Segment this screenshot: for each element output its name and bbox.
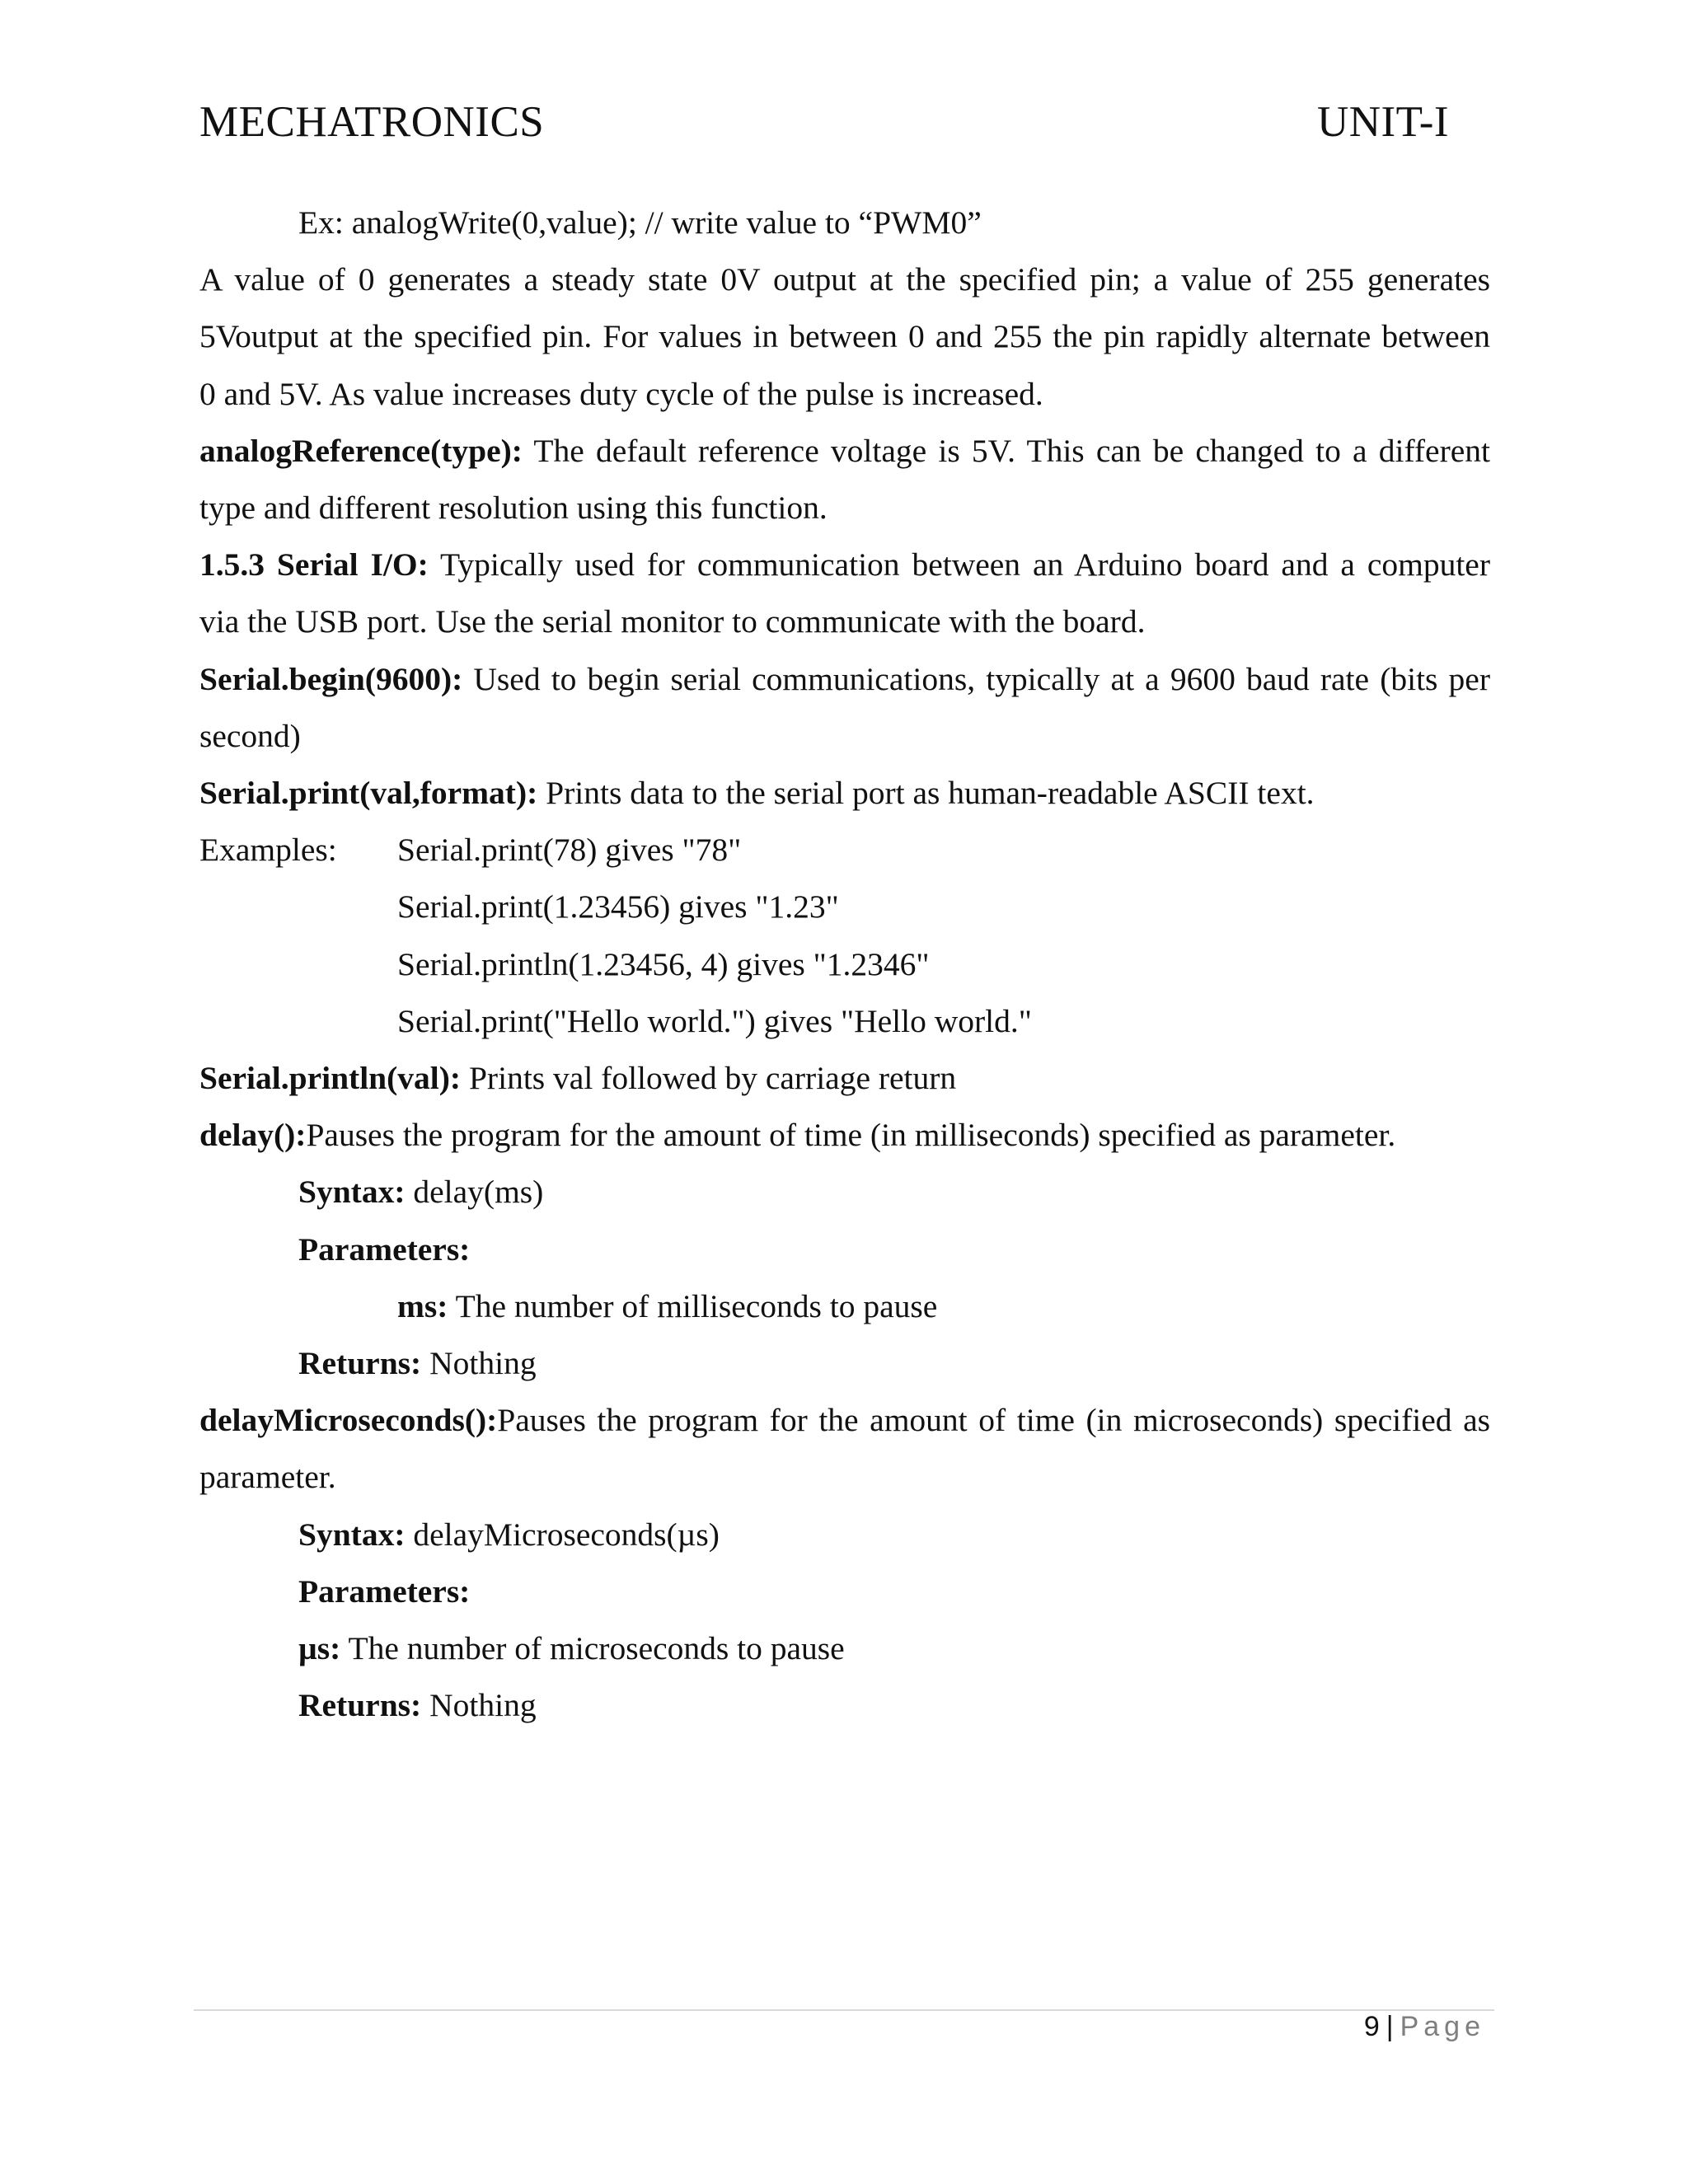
examples-block <box>199 822 1490 1050</box>
delay-microseconds-returns <box>199 1677 1490 1734</box>
parameter-term: ms: <box>397 1287 448 1324</box>
definition-text: Pauses the program for the amount of time (in milliseconds) specified as parameter. <box>306 1117 1396 1154</box>
delay-syntax <box>199 1164 1490 1221</box>
page-label: Page <box>1400 2011 1485 2042</box>
syntax-label: Syntax: <box>298 1174 406 1211</box>
serial-println-line <box>199 1050 1490 1107</box>
term-delay-microseconds: delayMicroseconds(): <box>199 1402 498 1439</box>
term-analogreference: analogReference(type): <box>199 432 523 469</box>
returns-label: Returns: <box>298 1687 422 1724</box>
parameter-text: The number of microseconds to pause <box>340 1630 845 1667</box>
paragraph-line: parameter. <box>199 1459 336 1496</box>
paragraph-line: 5Voutput at the specified pin. For values in between 0 and 255 the pin rapidly alternate between <box>199 318 1490 355</box>
paragraph-line: A value of 0 generates a steady state 0V output at the specified pin; a value of 255 generates <box>199 261 1490 298</box>
footer-divider <box>194 2009 1494 2011</box>
syntax-value: delay(ms) <box>405 1174 544 1211</box>
page-footer <box>1364 2011 1485 2043</box>
examples-list <box>397 822 1032 1050</box>
definition-text: Typically used for communication between an Arduino board and a computer <box>428 546 1490 583</box>
header-unit: UNIT-I <box>1316 98 1449 146</box>
example-code-line: Ex: analogWrite(0,value); // write value to “PWM0” <box>298 204 982 241</box>
term-serial-print: Serial.print(val,format): <box>199 775 538 812</box>
parameter-term: µs: <box>298 1630 341 1667</box>
returns-label: Returns: <box>298 1345 422 1382</box>
term-delay: delay(): <box>199 1117 307 1154</box>
serial-print-line <box>199 765 1490 822</box>
footer-separator: | <box>1386 2011 1394 2042</box>
delay-parameters-label <box>199 1221 1490 1278</box>
definition-text: Pauses the program for the amount of time (in microseconds) specified as <box>497 1402 1490 1439</box>
example-item: Serial.print(1.23456) gives "1.23" <box>397 888 839 926</box>
delay-parameter <box>199 1278 1490 1335</box>
paragraph-line: 0 and 5V. As value increases duty cycle of the pulse is increased. <box>199 375 1043 412</box>
delay-microseconds-parameter <box>199 1620 1490 1677</box>
parameter-text: The number of milliseconds to pause <box>448 1287 938 1324</box>
returns-value: Nothing <box>421 1687 537 1724</box>
header-subject: MECHATRONICS <box>199 98 545 146</box>
analogreference-line <box>199 423 1490 480</box>
definition-text: Prints data to the serial port as human-readable ASCII text. <box>537 775 1315 812</box>
delay-microseconds-line <box>199 1392 1490 1449</box>
example-item: Serial.println(1.23456, 4) gives "1.2346" <box>397 945 930 982</box>
paragraph-line: type and different resolution using this function. <box>199 490 828 527</box>
examples-label: Examples: <box>199 832 337 869</box>
syntax-label: Syntax: <box>298 1516 406 1553</box>
definition-text: Used to begin serial communications, typically at a 9600 baud rate (bits per <box>462 660 1490 697</box>
serial-io-line <box>199 537 1490 593</box>
parameters-label: Parameters: <box>298 1230 471 1268</box>
example-item: Serial.print(78) gives "78" <box>397 832 742 869</box>
delay-line <box>199 1107 1490 1164</box>
delay-returns <box>199 1335 1490 1392</box>
term-serial-begin: Serial.begin(9600): <box>199 660 463 697</box>
page-number: 9 <box>1363 2011 1380 2042</box>
section-heading-serial-io: 1.5.3 Serial I/O: <box>199 546 429 583</box>
syntax-value: delayMicroseconds(µs) <box>405 1516 720 1553</box>
definition-text: The default reference voltage is 5V. This can be changed to a different <box>522 432 1490 469</box>
page-body <box>199 194 1490 1734</box>
delay-microseconds-syntax <box>199 1507 1490 1563</box>
delay-microseconds-parameters-label <box>199 1563 1490 1620</box>
paragraph-line: second) <box>199 717 301 754</box>
serial-begin-line <box>199 651 1490 708</box>
term-serial-println: Serial.println(val): <box>199 1060 462 1097</box>
paragraph-line: via the USB port. Use the serial monitor to communicate with the board. <box>199 603 1146 640</box>
returns-value: Nothing <box>421 1345 537 1382</box>
parameters-label: Parameters: <box>298 1572 471 1610</box>
definition-text: Prints val followed by carriage return <box>461 1060 957 1097</box>
example-item: Serial.print("Hello world.") gives "Hello world." <box>397 1002 1032 1039</box>
